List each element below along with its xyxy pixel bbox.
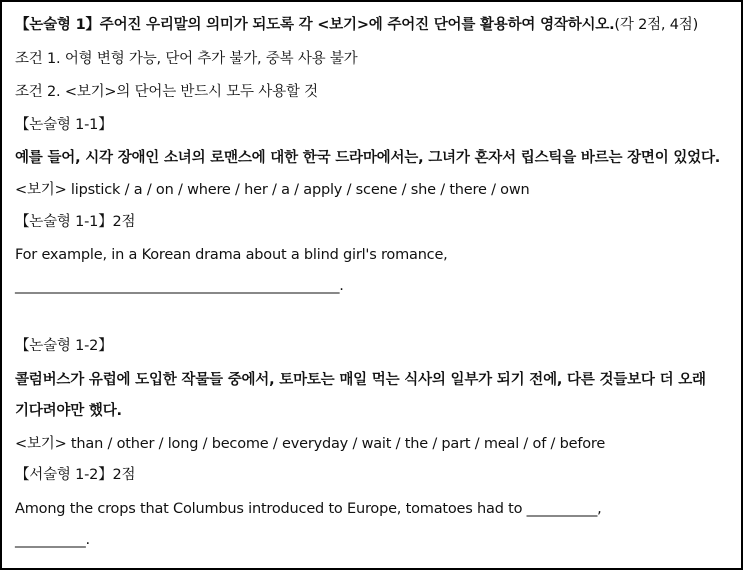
q1-bogi-words: <보기> lipstick / a / on / where / her / a / apply / scene / she / there / own (15, 182, 530, 198)
q1-english-prompt: For example, in a Korean drama about a blind girl's romance, (15, 247, 448, 263)
q2-answer-blank: __________. (15, 532, 90, 548)
q1-label: 【논술형 1-1】 (15, 117, 113, 133)
condition-1: 조건 1. 어형 변형 가능, 단어 추가 불가, 중복 사용 불가 (15, 51, 358, 67)
q1-answer-points: 2점 (112, 214, 136, 230)
condition-2: 조건 2. <보기>의 단어는 반드시 모두 사용할 것 (15, 84, 318, 100)
q2-korean-line-2: 기다려야만 했다. (15, 403, 122, 419)
q1-answer-label (15, 212, 135, 232)
question-header-points: (각 2점, 4점) (614, 17, 699, 33)
q2-answer-points: 2점 (112, 467, 136, 483)
question-header (15, 15, 698, 35)
q1-answer-label-bracket: 【논술형 1-1】 (15, 214, 113, 230)
q1-korean-sentence: 예를 들어, 시각 장애인 소녀의 로맨스에 대한 한국 드라마에서는, 그녀가 혼자서 립스틱을 바르는 장면이 있었다. (15, 150, 721, 166)
q2-answer-label-bracket: 【서술형 1-2】 (15, 467, 113, 483)
q2-korean-line-1: 콜럼버스가 유럽에 도입한 작물들 중에서, 토마토는 매일 먹는 식사의 일부가 되기 전에, 다른 것들보다 더 오래 (15, 372, 706, 388)
q2-answer-label (15, 465, 135, 485)
q2-label: 【논술형 1-2】 (15, 338, 113, 354)
question-header-instruction: 【논술형 1】주어진 우리말의 의미가 되도록 각 <보기>에 주어진 단어를 활용하여 영작하시오. (15, 17, 615, 33)
q2-english-prompt: Among the crops that Columbus introduced to Europe, tomatoes had to __________, (15, 501, 602, 517)
q2-bogi-words: <보기> than / other / long / become / everyday / wait / the / part / meal / of / before (15, 436, 606, 452)
q1-answer-blank: ______________________________________________. (15, 278, 344, 294)
